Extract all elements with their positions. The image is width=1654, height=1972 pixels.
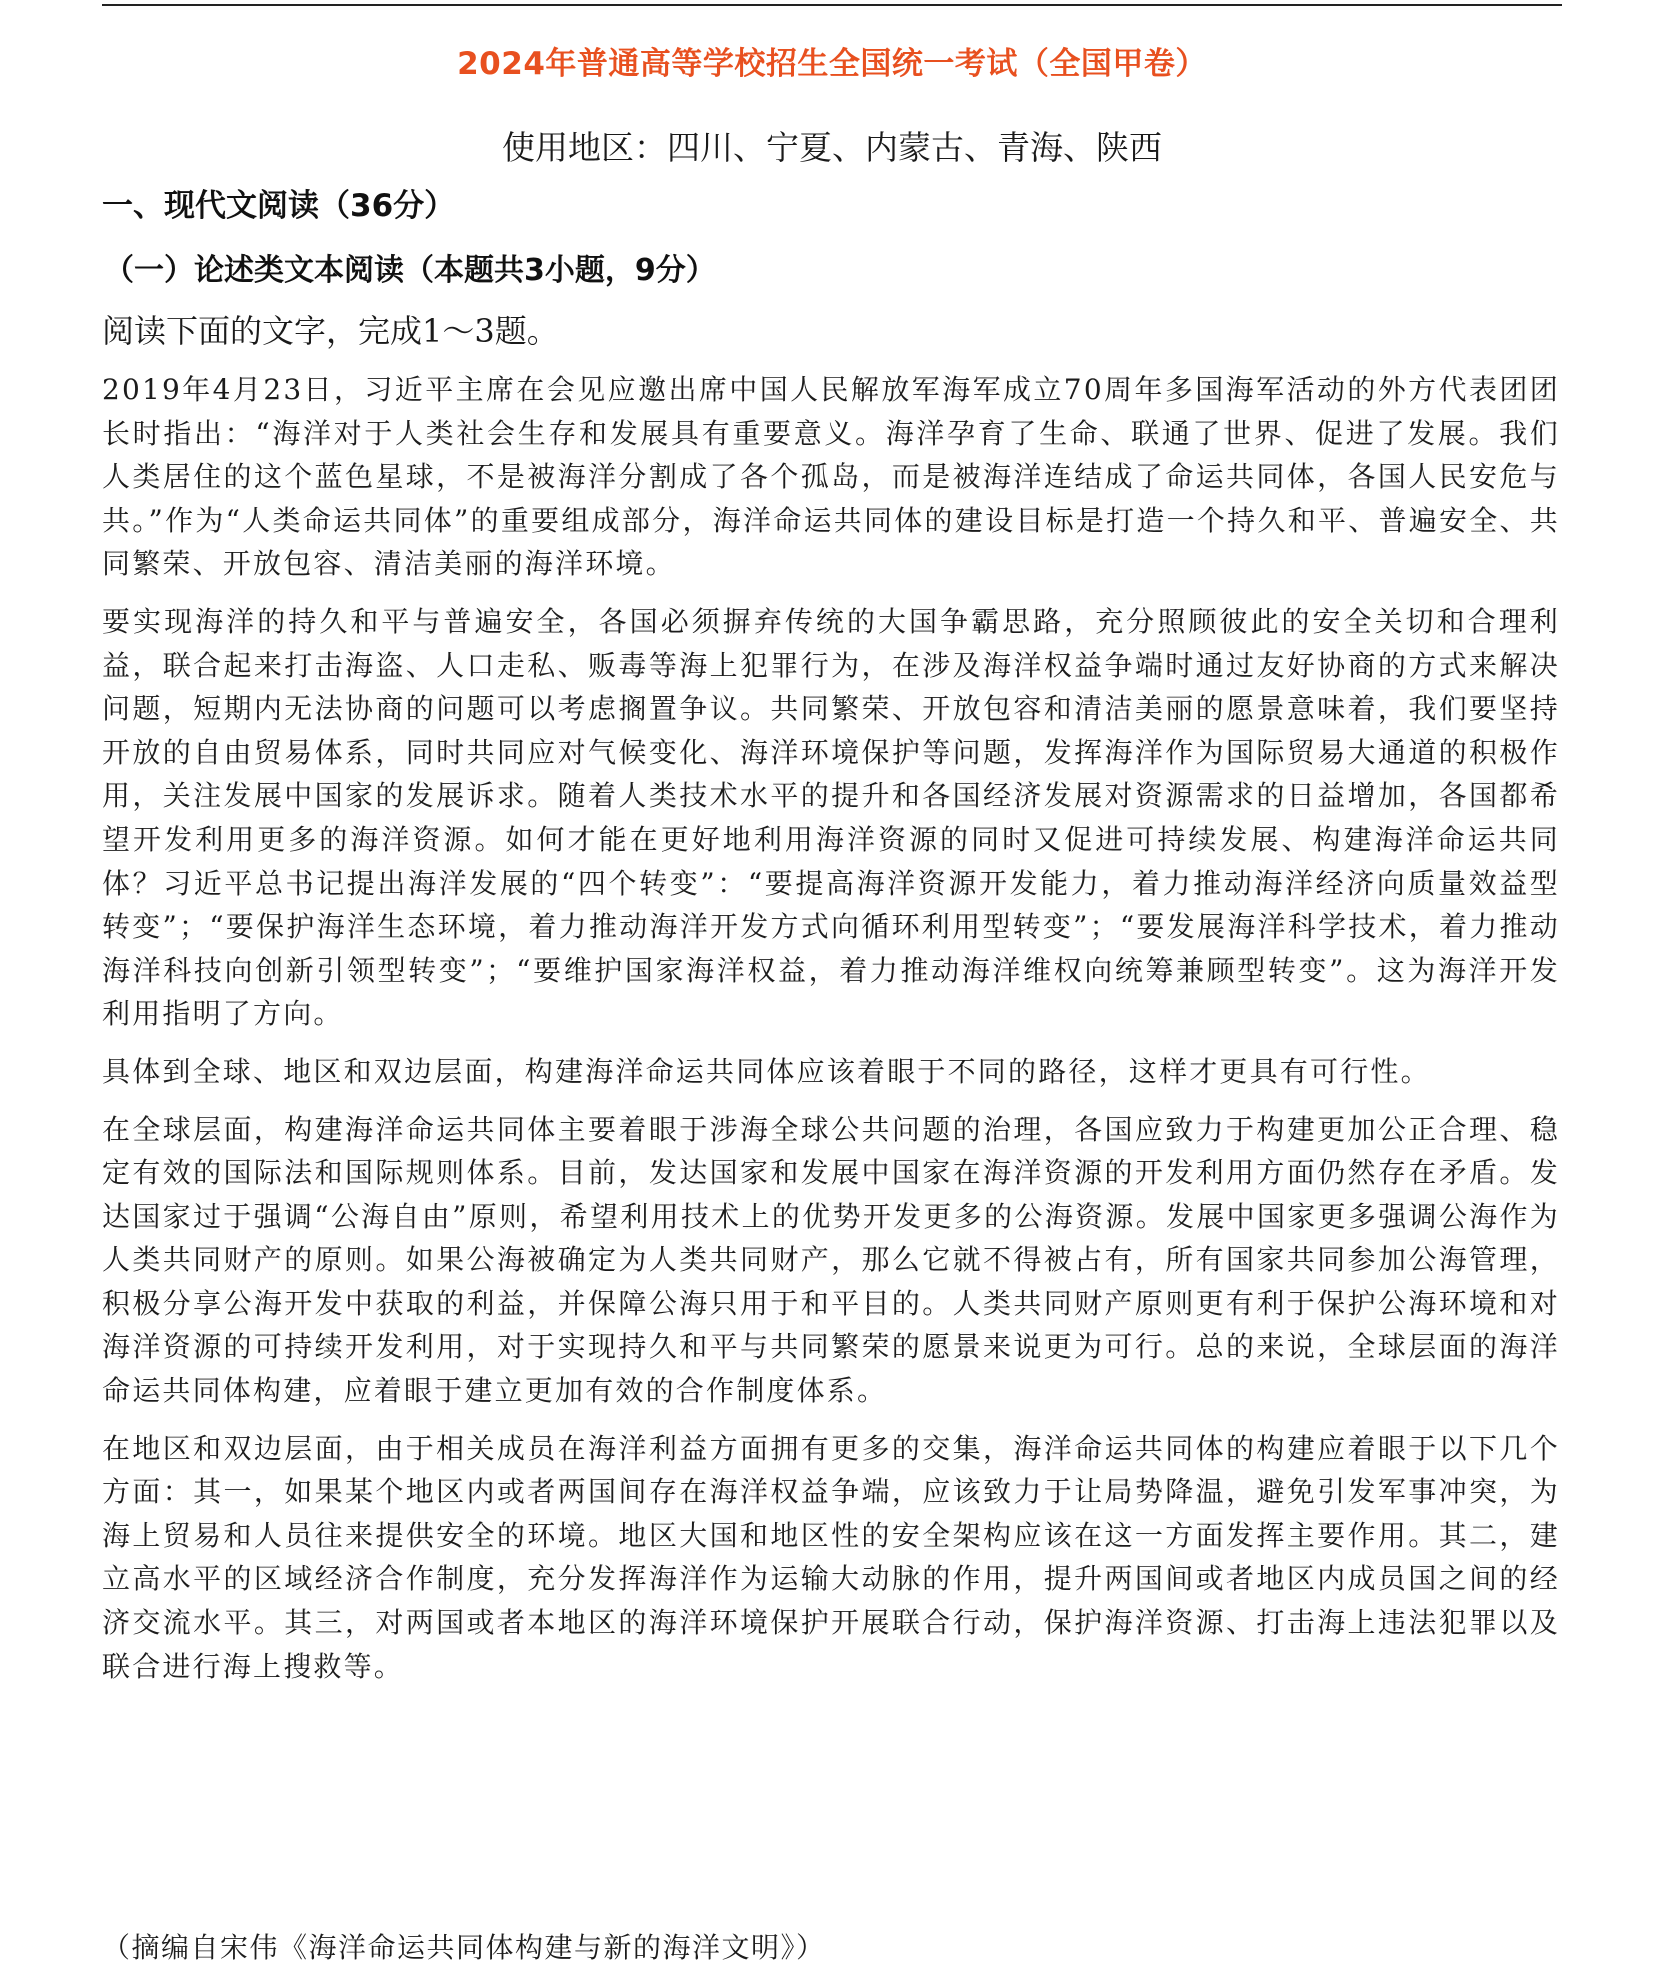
passage-paragraph-1: 2019年4月23日，习近平主席在会见应邀出席中国人民解放军海军成立70周年多国海军活动的外方代表团团长时指出：“海洋对于人类社会生存和发展具有重要意义。海洋孕育了生命、联通了世界、促进了发展。我们人类居住的这个蓝色星球，不是被海洋分割成了各个孤岛，而是被海洋连结成了命运共同体，各国人民安危与共。”作为“人类命运共同体”的重要组成部分，海洋命运共同体的建设目标是打造一个持久和平、普遍安全、共同繁荣、开放包容、清洁美丽的海洋环境。 (102, 373, 1560, 581)
passage-paragraph-3: 具体到全球、地区和双边层面，构建海洋命运共同体应该着眼于不同的路径，这样才更具有可行性。 (102, 1054, 1431, 1088)
subsection-heading: （一）论述类文本阅读（本题共3小题，9分） (104, 253, 716, 288)
reading-passage (102, 368, 1560, 1702)
usage-region: 使用地区：四川、宁夏、内蒙古、青海、陕西 (502, 128, 1162, 167)
source-citation: （摘编自宋伟《海洋命运共同体构建与新的海洋文明》） (102, 1931, 826, 1964)
exam-title: 2024年普通高等学校招生全国统一考试（全国甲卷） (457, 46, 1207, 82)
section-heading: 一、现代文阅读（36分） (102, 188, 456, 224)
passage-paragraph-5: 在地区和双边层面，由于相关成员在海洋利益方面拥有更多的交集，海洋命运共同体的构建应着眼于以下几个方面：其一，如果某个地区内或者两国间存在海洋权益争端，应该致力于让局势降温，避免引发军事冲突，为海上贸易和人员往来提供安全的环境。地区大国和地区性的安全架构应该在这一方面发挥主要作用。其二，建立高水平的区域经济合作制度，充分发挥海洋作为运输大动脉的作用，提升两国间或者地区内成员国之间的经济交流水平。其三，对两国或者本地区的海洋环境保护开展联合行动，保护海洋资源、打击海上违法犯罪以及联合进行海上搜救等。 (102, 1431, 1560, 1683)
top-divider (102, 4, 1562, 6)
reading-instruction: 阅读下面的文字，完成1～3题。 (102, 312, 559, 350)
passage-paragraph-4: 在全球层面，构建海洋命运共同体主要着眼于涉海全球公共问题的治理，各国应致力于构建更加公正合理、稳定有效的国际法和国际规则体系。目前，发达国家和发展中国家在海洋资源的开发利用方面仍然存在矛盾。发达国家过于强调“公海自由”原则，希望利用技术上的优势开发更多的公海资源。发展中国家更多强调公海作为人类共同财产的原则。如果公海被确定为人类共同财产，那么它就不得被占有，所有国家共同参加公海管理，积极分享公海开发中获取的利益，并保障公海只用于和平目的。人类共同财产原则更有利于保护公海环境和对海洋资源的可持续开发利用，对于实现持久和平与共同繁荣的愿景来说更为可行。总的来说，全球层面的海洋命运共同体构建，应着眼于建立更加有效的合作制度体系。 (102, 1112, 1560, 1408)
passage-paragraph-2: 要实现海洋的持久和平与普遍安全，各国必须摒弃传统的大国争霸思路，充分照顾彼此的安全关切和合理利益，联合起来打击海盗、人口走私、贩毒等海上犯罪行为，在涉及海洋权益争端时通过友好协商的方式来解决问题，短期内无法协商的问题可以考虑搁置争议。共同繁荣、开放包容和清洁美丽的愿景意味着，我们要坚持开放的自由贸易体系，同时共同应对气候变化、海洋环境保护等问题，发挥海洋作为国际贸易大通道的积极作用，关注发展中国家的发展诉求。随着人类技术水平的提升和各国经济发展对资源需求的日益增加，各国都希望开发利用更多的海洋资源。如何才能在更好地利用海洋资源的同时又促进可持续发展、构建海洋命运共同体？习近平总书记提出海洋发展的“四个转变”：“要提高海洋资源开发能力，着力推动海洋经济向质量效益型转变”；“要保护海洋生态环境，着力推动海洋开发方式向循环利用型转变”；“要发展海洋科学技术，着力推动海洋科技向创新引领型转变”；“要维护国家海洋权益，着力推动海洋维权向统筹兼顾型转变”。这为海洋开发利用指明了方向。 (102, 604, 1560, 1031)
